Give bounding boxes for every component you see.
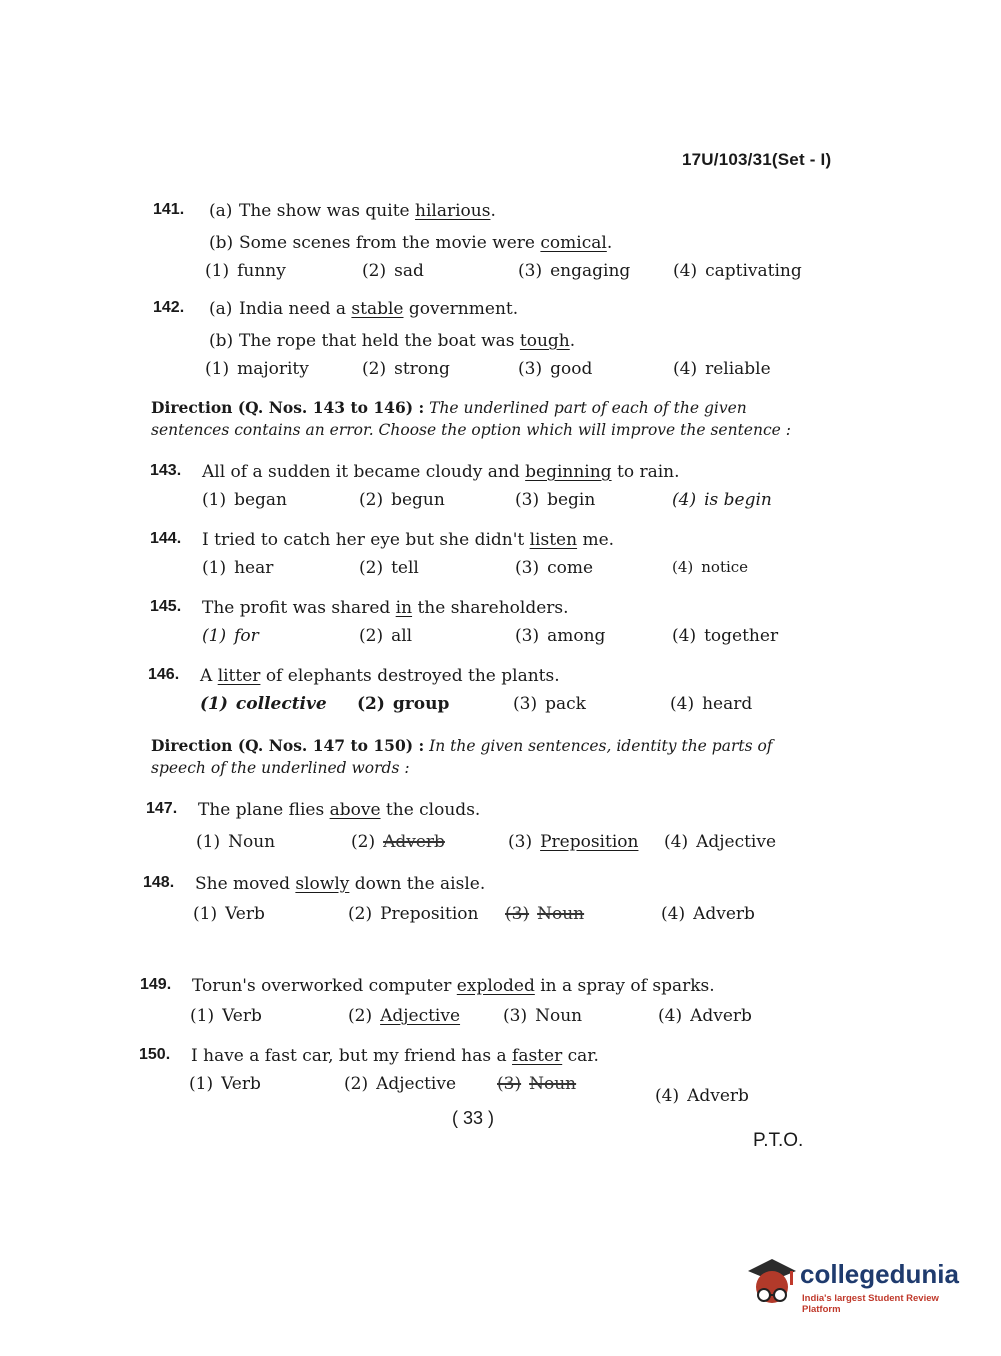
options	[196, 832, 796, 854]
question-141	[153, 201, 833, 291]
option-2[interactable]: (2) Adjective	[348, 1006, 461, 1026]
question-146	[148, 666, 828, 721]
question-stem: The plane flies above the clouds.	[198, 800, 481, 820]
option-3[interactable]: (3) come	[515, 558, 594, 578]
option-4[interactable]: (4) Adjective	[664, 832, 777, 852]
option-4[interactable]: (4) is begin	[672, 490, 772, 510]
option-1[interactable]: (1) Verb	[190, 1006, 262, 1026]
question-number: 143.	[150, 462, 182, 479]
option-1[interactable]: (1) Verb	[193, 904, 265, 924]
options	[193, 904, 793, 926]
option-1[interactable]: (1) Verb	[189, 1074, 261, 1094]
option-4[interactable]: (4) heard	[670, 694, 753, 714]
question-number: 144.	[150, 530, 182, 547]
option-1[interactable]: (1) collective	[200, 694, 327, 714]
question-number: 141.	[153, 201, 185, 218]
direction-143-146: Direction (Q. Nos. 143 to 146) : The underlined part of each of the given sentences contains an error. Choose the option which will improve the sentence :	[151, 398, 791, 439]
options	[200, 694, 800, 716]
question-number: 147.	[146, 800, 178, 817]
option-4[interactable]: (4) Adverb	[661, 904, 755, 924]
mascot-icon	[742, 1253, 800, 1313]
option-2[interactable]: (2) begun	[359, 490, 445, 510]
question-stem: I tried to catch her eye but she didn't listen me.	[202, 530, 615, 550]
option-4[interactable]: (4) captivating	[673, 261, 802, 281]
option-3[interactable]: (3) begin	[515, 490, 596, 510]
question-number: 145.	[150, 598, 182, 615]
option-3[interactable]: (3) among	[515, 626, 606, 646]
option-4[interactable]: (4) notice	[672, 558, 749, 576]
option-2[interactable]: (2) Preposition	[348, 904, 479, 924]
question-145	[150, 598, 830, 653]
options	[189, 1074, 789, 1106]
option-1[interactable]: (1) funny	[205, 261, 286, 281]
option-3[interactable]: (3) Preposition	[508, 832, 639, 852]
option-1[interactable]: (1) began	[202, 490, 288, 510]
option-2[interactable]: (2) sad	[362, 261, 424, 281]
collegedunia-logo[interactable]	[742, 1253, 972, 1313]
option-4[interactable]: (4) Adverb	[658, 1006, 752, 1026]
question-147	[146, 800, 826, 855]
question-number: 142.	[153, 299, 185, 316]
option-2[interactable]: (2) tell	[359, 558, 419, 578]
question-number: 146.	[148, 666, 180, 683]
page-number: ( 33 )	[452, 1108, 495, 1128]
option-3[interactable]: (3) good	[518, 359, 593, 379]
options	[202, 490, 802, 512]
logo-tagline: India's largest Student Review Platform	[802, 1293, 939, 1315]
option-1[interactable]: (1) majority	[205, 359, 309, 379]
question-number: 149.	[140, 976, 172, 993]
option-4[interactable]: (4) reliable	[673, 359, 771, 379]
option-4[interactable]: (4) Adverb	[655, 1086, 749, 1106]
option-2[interactable]: (2) Adjective	[344, 1074, 457, 1094]
question-stem: The profit was shared in the shareholders.	[202, 598, 569, 618]
sentence-a: (a) India need a stable government.	[209, 299, 519, 319]
option-2[interactable]: (2) strong	[362, 359, 450, 379]
options	[202, 558, 802, 580]
options	[205, 261, 805, 283]
question-stem: I have a fast car, but my friend has a faster car.	[191, 1046, 599, 1066]
option-3[interactable]: (3) engaging	[518, 261, 631, 281]
option-2[interactable]: (2) group	[357, 694, 450, 714]
question-148	[143, 874, 823, 929]
question-stem: A litter of elephants destroyed the plants.	[200, 666, 560, 686]
question-150	[139, 1046, 819, 1106]
sentence-a: (a) The show was quite hilarious.	[209, 201, 496, 221]
option-1[interactable]: (1) for	[202, 626, 259, 646]
question-144	[150, 530, 830, 585]
option-2[interactable]: (2) all	[359, 626, 413, 646]
question-149	[140, 976, 820, 1031]
option-3[interactable]: (3) Noun	[505, 904, 585, 924]
logo-brand: collegedunia	[800, 1259, 959, 1289]
question-142	[153, 299, 833, 389]
option-1[interactable]: (1) Noun	[196, 832, 276, 852]
options	[190, 1006, 790, 1028]
question-143	[150, 462, 830, 517]
question-stem: She moved slowly down the aisle.	[195, 874, 486, 894]
option-3[interactable]: (3) Noun	[503, 1006, 583, 1026]
paper-code: 17U/103/31(Set - I)	[682, 150, 832, 169]
option-2[interactable]: (2) Adverb	[351, 832, 445, 852]
options	[202, 626, 802, 648]
options	[205, 359, 805, 381]
question-number: 150.	[139, 1046, 171, 1063]
sentence-b: (b) Some scenes from the movie were comical.	[209, 233, 613, 253]
direction-147-150: Direction (Q. Nos. 147 to 150) : In the given sentences, identity the parts of speech of the underlined words :	[151, 736, 773, 777]
option-4[interactable]: (4) together	[672, 626, 779, 646]
sentence-b: (b) The rope that held the boat was tough.	[209, 331, 576, 351]
question-stem: Torun's overworked computer exploded in a spray of sparks.	[192, 976, 715, 996]
option-3[interactable]: (3) Noun	[497, 1074, 577, 1094]
pto-label: P.T.O.	[753, 1130, 804, 1151]
question-stem: All of a sudden it became cloudy and beginning to rain.	[202, 462, 680, 482]
option-3[interactable]: (3) pack	[513, 694, 586, 714]
option-1[interactable]: (1) hear	[202, 558, 274, 578]
question-number: 148.	[143, 874, 175, 891]
